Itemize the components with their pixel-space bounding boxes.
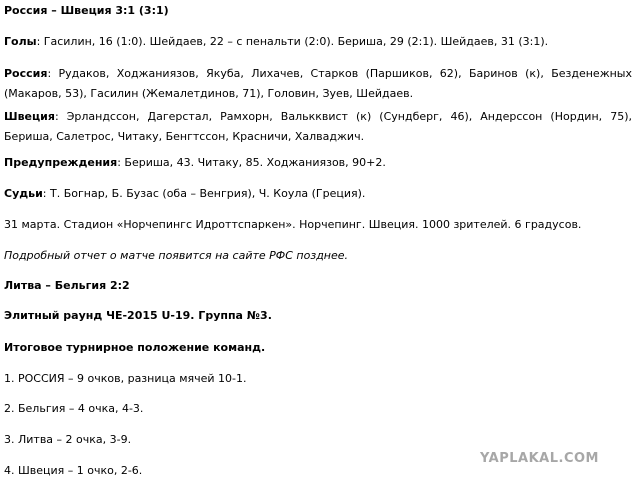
match2-title: Литва – Бельгия 2:2	[4, 279, 130, 292]
goals-text: : Гасилин, 16 (1:0). Шейдаев, 22 – с пенальти (2:0). Бериша, 29 (2:1). Шейдаев, 31 (3:1).	[36, 35, 549, 48]
russia-lineup-text: : Рудаков, Ходжаниязов, Якуба, Лихачев, Старков (Паршиков, 62), Баринов (к), Безденежных (Макаров, 53), Гасилин (Жемалетдинов, 71), Головин, Зуев, Шейдаев.	[4, 67, 632, 100]
standings-item: 1. РОССИЯ – 9 очков, разница мячей 10-1.	[4, 372, 247, 385]
warnings-label: Предупреждения	[4, 156, 118, 169]
standings-item: 3. Литва – 2 очка, 3-9.	[4, 433, 132, 446]
warnings-paragraph	[4, 153, 632, 173]
russia-lineup-paragraph	[4, 64, 632, 104]
warnings-text: : Бериша, 43. Читаку, 85. Ходжаниязов, 90+2.	[117, 156, 386, 169]
standings-title: Итоговое турнирное положение команд.	[4, 341, 266, 354]
goals-paragraph	[4, 32, 632, 52]
standings-item: 2. Бельгия – 4 очка, 4-3.	[4, 402, 144, 415]
standings-item: 4. Швеция – 1 очко, 2-6.	[4, 464, 143, 477]
goals-label: Голы	[4, 35, 37, 48]
referees-label: Судьи	[4, 187, 43, 200]
venue-paragraph: 31 марта. Стадион «Норчепингс Идроттспаркен». Норчепинг. Швеция. 1000 зрителей. 6 градусов.	[4, 218, 582, 231]
tournament-title: Элитный раунд ЧЕ-2015 U-19. Группа №3.	[4, 309, 272, 322]
referees-text: : Т. Богнар, Б. Бузас (оба – Венгрия), Ч. Коула (Греция).	[42, 187, 366, 200]
sweden-label: Швеция	[4, 110, 55, 123]
match1-title: Россия – Швеция 3:1 (3:1)	[4, 4, 169, 17]
sweden-lineup-paragraph	[4, 107, 632, 147]
site-watermark: YAPLAKAL.COM	[480, 451, 599, 466]
referees-paragraph	[4, 184, 632, 204]
report-note: Подробный отчет о матче появится на сайте РФС позднее.	[4, 249, 349, 262]
sweden-lineup-text: : Эрландссон, Дагерстал, Рамхорн, Валькквист (к) (Сундберг, 46), Андерссон (Нордин, 75), Бериша, Салетрос, Читаку, Бенгтссон, Красничи, Халваджич.	[4, 110, 632, 143]
russia-label: Россия	[4, 67, 48, 80]
